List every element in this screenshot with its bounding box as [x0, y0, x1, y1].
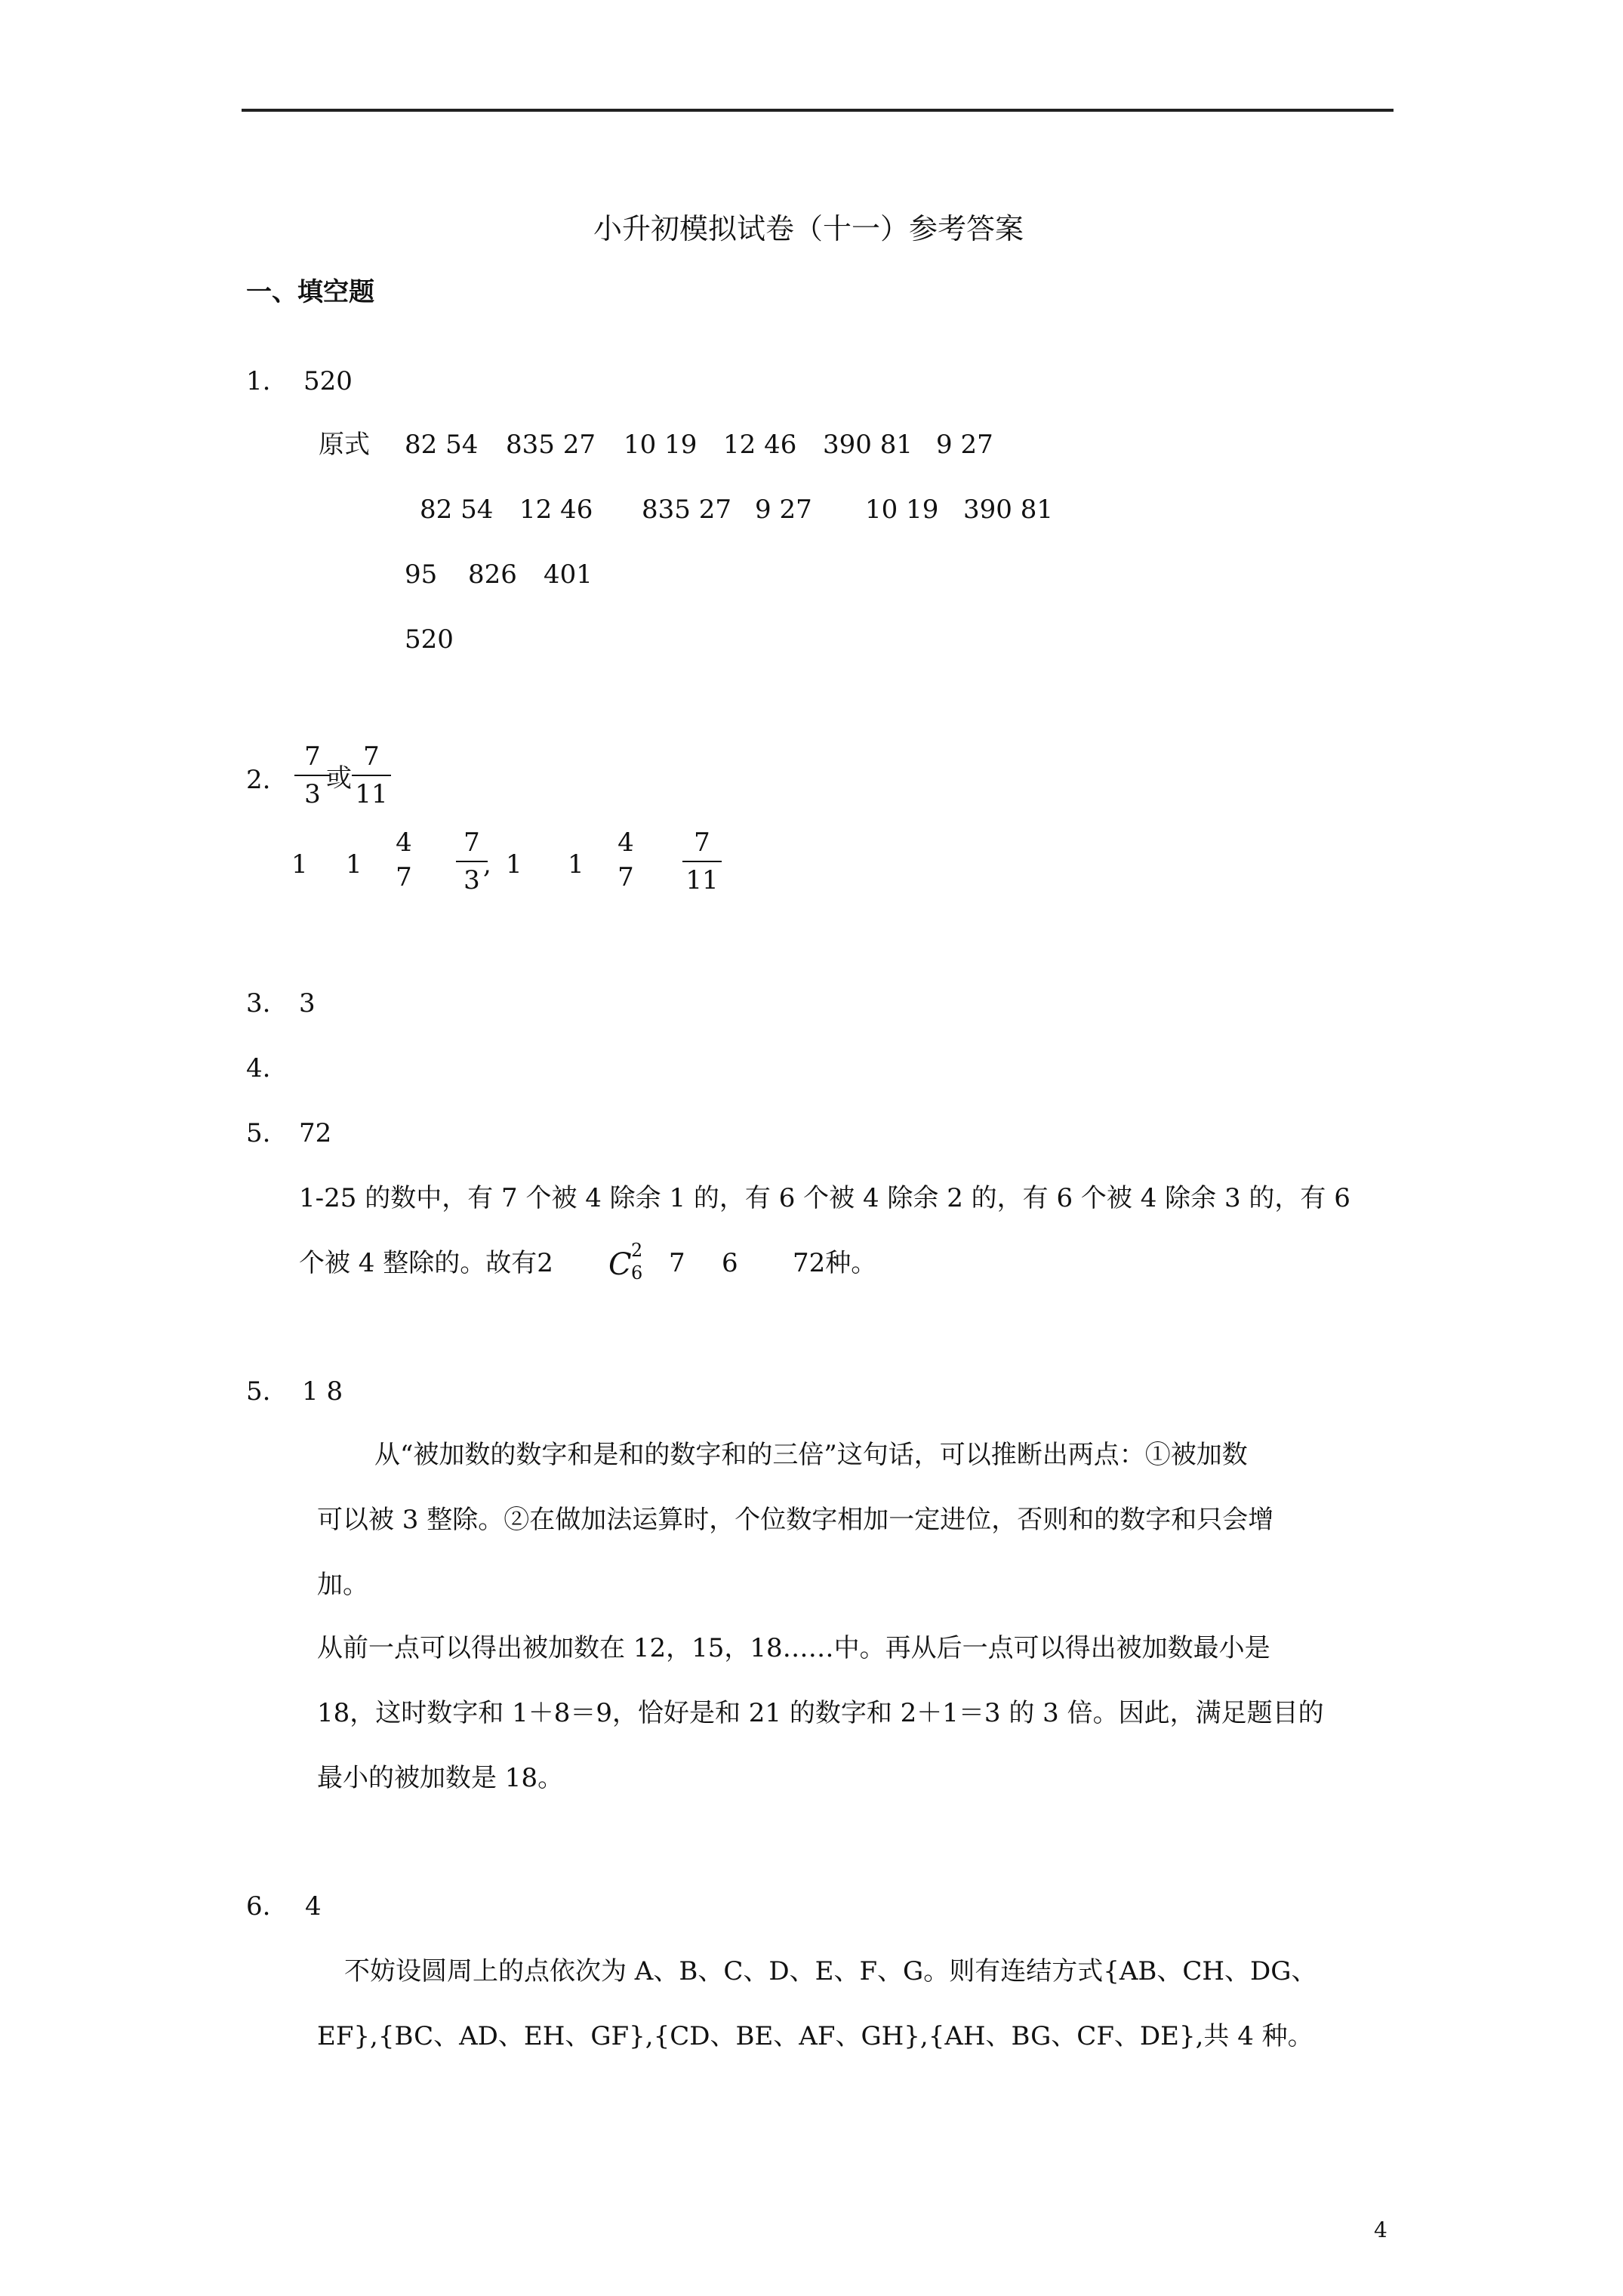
work-term: 1: [506, 849, 522, 880]
question-number: 3.: [246, 988, 271, 1019]
work-term: 390 81: [963, 495, 1053, 525]
question-number: 2.: [246, 765, 271, 795]
work-term: 401: [544, 559, 593, 590]
work-term: 10 19: [624, 430, 698, 460]
question-number: 5.: [246, 1376, 271, 1407]
explanation-line: 可以被 3 整除。②在做加法运算时，个位数字相加一定进位，否则和的数字和只会增: [317, 1505, 1274, 1535]
page-number: 4: [1374, 2217, 1387, 2242]
work-result: 520: [405, 624, 454, 655]
work-term: 390 81: [823, 430, 913, 460]
work-term: 835 27: [642, 495, 731, 525]
explanation-line: 不妨设圆周上的点依次为 A、B、C、D、E、F、G。则有连结方式{AB、CH、DG、: [344, 1956, 1317, 1986]
work-term: 10 19: [865, 495, 939, 525]
work-fraction: 4 7: [617, 827, 634, 892]
work-term: 12 46: [723, 430, 797, 460]
work-term: 82 54: [420, 495, 494, 525]
header-rule: [242, 109, 1394, 112]
answer-fraction: 7 3: [291, 740, 334, 811]
answer: 72: [299, 1118, 332, 1148]
work-term: 835 27: [506, 430, 596, 460]
work-separator: ,: [483, 849, 491, 880]
explanation-line: 加。: [317, 1570, 368, 1600]
work-label: 原式: [319, 430, 370, 460]
question-number: 6.: [246, 1891, 271, 1922]
page-title: 小升初模拟试卷（十一）参考答案: [593, 212, 1024, 245]
answer: 1 8: [302, 1376, 343, 1407]
section-heading: 一、填空题: [246, 277, 374, 307]
explanation-line: 18，这时数字和 1＋8＝9，恰好是和 21 的数字和 2＋1＝3 的 3 倍。因此，满足题目的: [317, 1698, 1324, 1728]
answer: 4: [305, 1891, 322, 1922]
work-fraction: 4 7: [396, 827, 412, 892]
work-term: 9 27: [936, 430, 993, 460]
work-fraction: 7 11: [679, 826, 725, 897]
question-number: 5.: [246, 1118, 271, 1148]
work-term: 7: [669, 1248, 685, 1278]
explanation-line: EF},{BC、AD、EH、GF},{CD、BE、AF、GH},{AH、BG、CF、DE},共 4 种。: [317, 2021, 1313, 2051]
work-term: 826: [468, 559, 517, 590]
work-fraction: 7 3: [453, 826, 491, 897]
work-term: 1: [568, 849, 584, 880]
combination-symbol: C 2 6: [608, 1240, 643, 1284]
answer-or: 或: [326, 763, 352, 794]
work-term: 1: [291, 849, 308, 880]
work-term: 1: [346, 849, 362, 880]
question-number: 4.: [246, 1053, 271, 1083]
explanation-line: 从前一点可以得出被加数在 12，15，18……中。再从后一点可以得出被加数最小是: [317, 1633, 1270, 1663]
explanation-line: 个被 4 整除的。故有2: [299, 1248, 553, 1278]
explanation-line: 最小的被加数是 18。: [317, 1763, 564, 1793]
work-term: 95: [405, 559, 438, 590]
answer: 3: [299, 988, 316, 1019]
work-term: 9 27: [755, 495, 812, 525]
explanation-line: 从“被加数的数字和是和的数字和的三倍”这句话，可以推断出两点：①被加数: [374, 1440, 1248, 1470]
question-number: 1.: [246, 366, 271, 396]
work-term: 82 54: [405, 430, 479, 460]
explanation-line: 1-25 的数中，有 7 个被 4 除余 1 的，有 6 个被 4 除余 2 的，有 6 个被 4 除余 3 的，有 6: [299, 1183, 1350, 1213]
work-term: 6: [722, 1248, 738, 1278]
answer-fraction: 7 11: [349, 740, 394, 811]
work-term: 12 46: [519, 495, 593, 525]
work-term: 72种。: [793, 1248, 877, 1278]
answer: 520: [303, 366, 353, 396]
